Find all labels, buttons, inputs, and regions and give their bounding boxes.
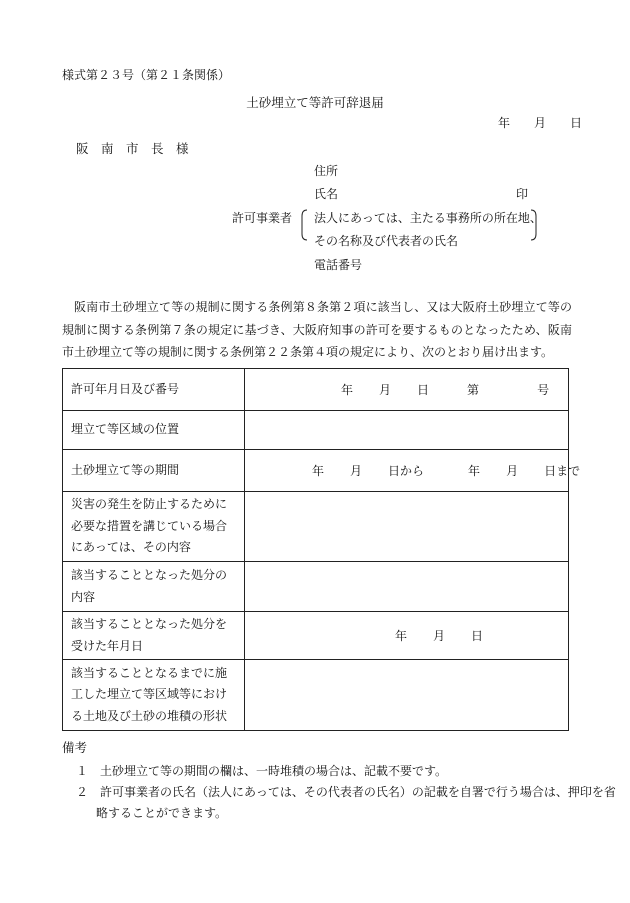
table-row [63,612,569,660]
table-row [63,369,569,411]
table-row [63,492,569,562]
land-shape-field[interactable] [245,660,569,731]
remarks-title: 備考 [62,740,88,755]
name-label: 氏名 [314,187,339,201]
disposition-date-label: 該当することとなった処分を受けた年月日 [63,612,245,660]
details-table [62,368,581,731]
land-shape-label: 該当することとなるまでに施工した埋立て等区域等における土地及び土砂の堆積の形状 [63,660,245,731]
period-label: 土砂埋立て等の期間 [63,450,245,492]
address-label: 住所 [314,164,339,178]
date-day: 日 [569,116,582,130]
phone-label: 電話番号 [314,258,363,272]
table-row [63,411,569,450]
submission-date [498,116,582,130]
remark-item-2-continued: 略することができます。 [96,806,228,820]
disposition-date-field[interactable]: 年 月 日 [245,612,569,660]
permit-date-number-label: 許可年月日及び番号 [63,369,245,411]
corporate-note-line2: その名称及び代表者の氏名 [314,234,459,248]
table-row [63,450,569,492]
disposition-content-label: 該当することとなった処分の内容 [63,562,245,612]
date-year: 年 [497,116,510,130]
addressee: 阪 南 市 長 様 [76,141,189,156]
seal-mark: 印 [516,187,529,201]
disaster-prevention-field[interactable] [245,492,569,562]
permit-date-number-field[interactable]: 年 月 日 第 号 [245,369,569,411]
form-number: 様式第２３号（第２１条関係） [62,68,231,82]
remark-item-2: ２ 許可事業者の氏名（法人にあっては、その代表者の氏名）の記載を自署で行う場合は、押印を省 [76,785,616,799]
disposition-content-field[interactable] [245,562,569,612]
date-month: 月 [533,116,546,130]
document-title: 土砂埋立て等許可辞退届 [246,95,384,110]
period-field[interactable]: 年 月 日から 年 月 日まで [245,450,569,492]
corporate-note-line1: 法人にあっては、主たる事務所の所在地、 [314,211,542,225]
disaster-prevention-label: 災害の発生を防止するために必要な措置を講じている場合にあっては、その内容 [63,492,245,562]
table-row [63,562,569,612]
remark-item-1: １ 土砂埋立て等の期間の欄は、一時堆積の場合は、記載不要です。 [76,764,448,778]
area-location-label: 埋立て等区域の位置 [63,411,245,450]
area-location-field[interactable] [245,411,569,450]
declaration-text: 阪南市土砂埋立て等の規制に関する条例第８条第２項に該当し、又は大阪府土砂埋立て等の規制に関する条例第７条の規定に基づき、大阪府知事の許可を要するものとなったため、阪南市土砂埋立て等の規制に関する条例第２２条第４項の規定により、次のとおり届け出ます。 [62,300,572,359]
table-row [63,660,569,731]
business-label: 許可事業者 [232,211,293,225]
